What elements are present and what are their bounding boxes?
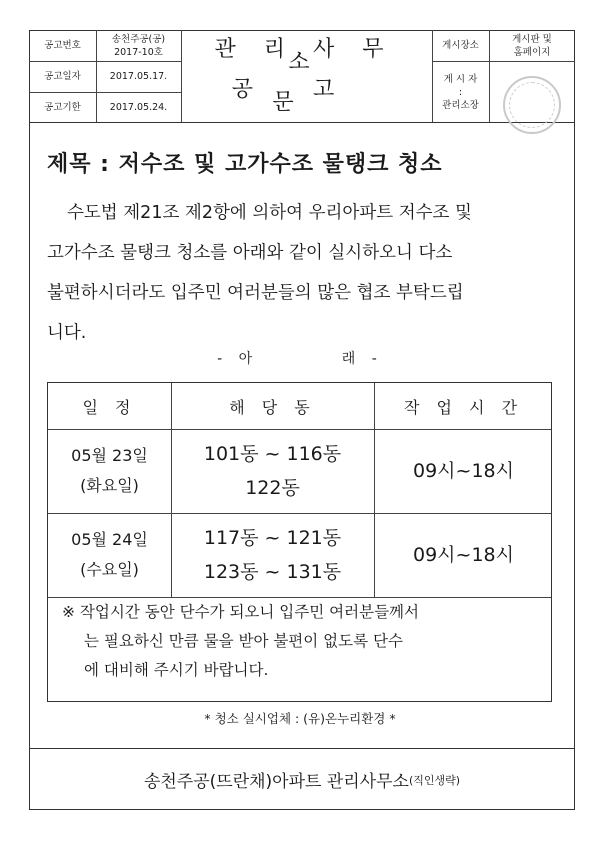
water-outage-note xyxy=(62,598,542,685)
row2-buildings: 117동 ~ 121동 123동 ~ 131동 xyxy=(203,527,342,583)
notice-body xyxy=(47,193,567,353)
official-seal xyxy=(503,76,561,134)
notice-subject: 제목 : 저수조 및 고가수조 물탱크 청소 xyxy=(47,152,443,177)
below-heading: - 아 래 - xyxy=(217,351,383,367)
row2-date: 05월 24일 (수요일) xyxy=(71,530,148,579)
notice-date-value: 2017.05.17. xyxy=(109,71,168,82)
notice-header xyxy=(29,30,575,123)
notice-date-label: 공고일자 xyxy=(44,71,81,82)
note-line: 에 대비해 주시기 바랍니다. xyxy=(84,661,269,679)
column-header-date: 일 정 xyxy=(82,397,137,417)
office-title: 관리사무소 xyxy=(214,37,412,75)
poster-label: 게 시 자 : 관리소장 xyxy=(442,73,479,111)
row1-date: 05월 23일 (화요일) xyxy=(71,446,148,495)
notice-no-label: 공고번호 xyxy=(44,40,81,51)
row1-buildings: 101동 ~ 116동 122동 xyxy=(203,443,342,499)
post-place-label: 게시장소 xyxy=(442,40,479,51)
note-line: 는 필요하신 만큼 물을 받아 불편이 없도록 단수 xyxy=(84,632,403,650)
notice-no-value: 송천주공(공) 2017-10호 xyxy=(111,33,166,58)
issuer-name: 송천주공(뜨란채)아파트 관리사무소 xyxy=(143,772,409,792)
body-line: 고가수조 물탱크 청소를 아래와 같이 실시하오니 다소 xyxy=(47,243,453,263)
column-header-buildings: 해 당 동 xyxy=(229,397,316,417)
notice-title: 공고문 xyxy=(231,77,395,115)
row2-time: 09시~18시 xyxy=(413,544,514,566)
body-line: 불편하시더라도 입주민 여러분들의 많은 협조 부탁드립 xyxy=(47,283,464,303)
note-line: ※ 작업시간 동안 단수가 되오니 입주민 여러분들께서 xyxy=(62,603,419,621)
seal-note: (직인생략) xyxy=(408,773,461,787)
notice-footer xyxy=(29,748,575,810)
column-header-time: 작 업 시 간 xyxy=(403,397,524,417)
row1-time: 09시~18시 xyxy=(413,460,514,482)
notice-deadline-value: 2017.05.24. xyxy=(109,102,168,113)
contractor-line: * 청소 실시업체 : (유)온누리환경 * xyxy=(204,711,396,726)
notice-deadline-label: 공고기한 xyxy=(44,102,81,113)
body-line: 니다. xyxy=(47,323,87,343)
body-line: 수도법 제21조 제2항에 의하여 우리아파트 저수조 및 xyxy=(67,203,472,223)
post-place-value: 게시판 및 홈페이지 xyxy=(512,33,552,58)
